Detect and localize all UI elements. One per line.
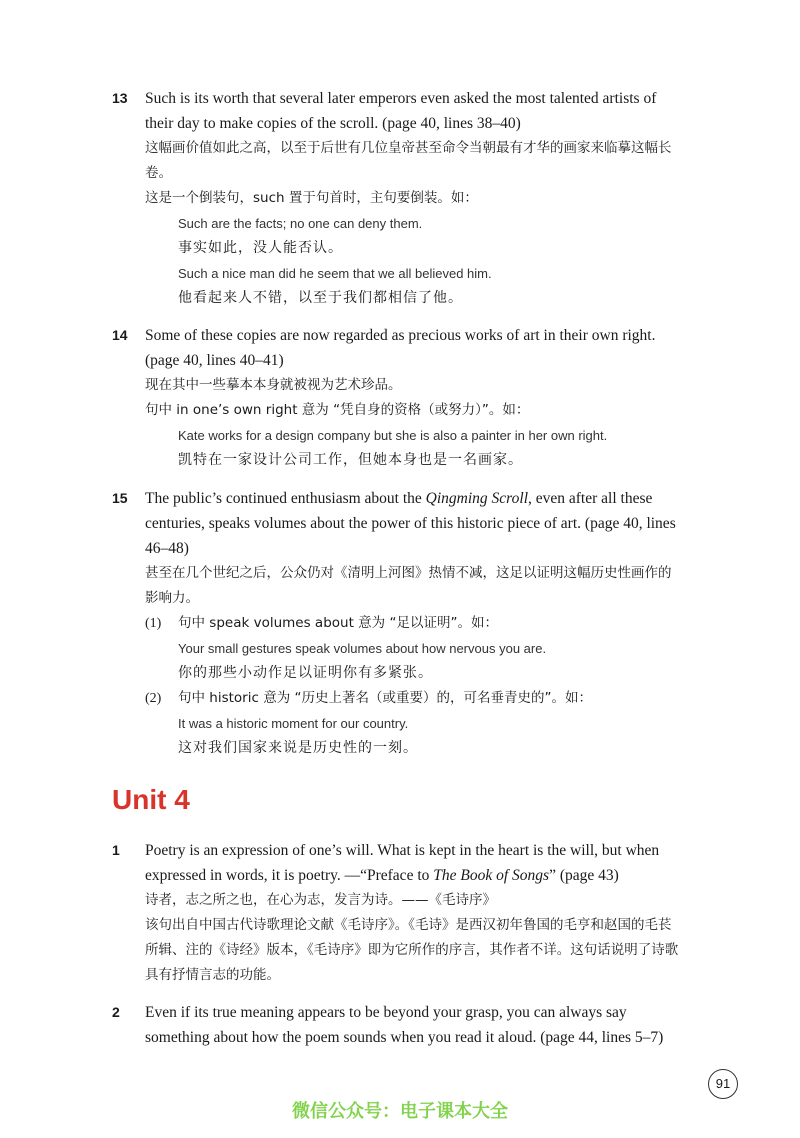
english-sentence: Poetry is an expression of one’s will. What is kept in the heart is the will, but when expressed in words, it is poetry. —“Preface to The Book of Songs” (page 43) bbox=[145, 842, 660, 884]
example-chinese: 这对我们国家来说是历史性的一刻。 bbox=[178, 740, 418, 756]
example-chinese: 你的那些小动作足以证明你有多紧张。 bbox=[178, 665, 433, 681]
note-entry-14 bbox=[112, 323, 682, 473]
footer-watermark: 微信公众号：电子课本大全 bbox=[292, 1101, 508, 1122]
entry-number: 13 bbox=[112, 90, 128, 106]
example-english: Such are the facts; no one can deny them. bbox=[178, 216, 423, 231]
unit-note-entry-2 bbox=[112, 1000, 682, 1050]
chinese-translation: 这幅画价值如此之高，以至于后世有几位皇帝甚至命令当朝最有才华的画家来临摹这幅长卷。 bbox=[145, 140, 672, 181]
grammar-note: 句中 in one’s own right 意为 “凭自身的资格（或努力）”。如： bbox=[145, 402, 530, 418]
chinese-translation: 甚至在几个世纪之后，公众仍对《清明上河图》热情不减，这足以证明这幅历史性画作的影响力。 bbox=[145, 565, 672, 606]
chinese-translation: 现在其中一些摹本本身就被视为艺术珍品。 bbox=[145, 377, 402, 393]
chinese-explanation: 该句出自中国古代诗歌理论文献《毛诗序》。《毛诗》是西汉初年鲁国的毛亨和赵国的毛苌所辑、注的《诗经》版本，《毛诗序》即为它所作的序言，其作者不详。这句话说明了诗歌具有抒情言志的功能。 bbox=[145, 917, 679, 983]
entry-number: 15 bbox=[112, 490, 128, 506]
note-entry-13 bbox=[112, 86, 682, 311]
note-entry-15 bbox=[112, 486, 682, 761]
example-english: Such a nice man did he seem that we all believed him. bbox=[178, 266, 492, 281]
unit-note-entry-1 bbox=[112, 838, 682, 988]
book-title: The Book of Songs bbox=[433, 867, 550, 884]
example-english: It was a historic moment for our country. bbox=[178, 716, 409, 731]
entry-number: 2 bbox=[112, 1004, 120, 1020]
entry-number: 14 bbox=[112, 327, 128, 343]
entry-number: 1 bbox=[112, 842, 120, 858]
scroll-title: Qingming Scroll bbox=[425, 490, 528, 507]
chinese-quote: 诗者，志之所之也，在心为志，发言为诗。——《毛诗序》 bbox=[145, 892, 496, 908]
unit-heading: Unit 4 bbox=[112, 784, 190, 815]
english-sentence: Some of these copies are now regarded as precious works of art in their own right. (page 40, lines 40–41) bbox=[145, 327, 656, 369]
grammar-note: 这是一个倒装句，such 置于句首时，主句要倒装。如： bbox=[145, 190, 478, 206]
example-chinese: 凯特在一家设计公司工作，但她本身也是一名画家。 bbox=[178, 452, 523, 468]
example-english: Kate works for a design company but she is also a painter in her own right. bbox=[178, 428, 608, 443]
english-sentence: Even if its true meaning appears to be beyond your grasp, you can always say something about how the poem sounds when you read it aloud. (page 44, lines 5–7) bbox=[145, 1004, 664, 1046]
sub-note-label: (2) bbox=[145, 691, 162, 706]
english-sentence: Such is its worth that several later emperors even asked the most talented artists of their day to make copies of the scroll. (page 40, lines 38–40) bbox=[145, 90, 657, 132]
example-chinese: 他看起来人不错，以至于我们都相信了他。 bbox=[178, 290, 463, 306]
sub-note-2 bbox=[145, 686, 682, 761]
example-english: Your small gestures speak volumes about how nervous you are. bbox=[178, 641, 547, 656]
page-number: 91 bbox=[708, 1069, 738, 1099]
english-sentence: The public’s continued enthusiasm about the Qingming Scroll, even after all these centuries, speaks volumes about the power of this historic piece of art. (page 40, lines 46–48) bbox=[145, 490, 676, 557]
example-chinese: 事实如此，没人能否认。 bbox=[178, 240, 343, 256]
sub-note-label: (1) bbox=[145, 616, 162, 631]
grammar-note: 句中 historic 意为 “历史上著名（或重要）的，可名垂青史的”。如： bbox=[178, 690, 592, 706]
grammar-note: 句中 speak volumes about 意为 “足以证明”。如： bbox=[178, 615, 498, 631]
sub-note-1 bbox=[145, 611, 682, 686]
